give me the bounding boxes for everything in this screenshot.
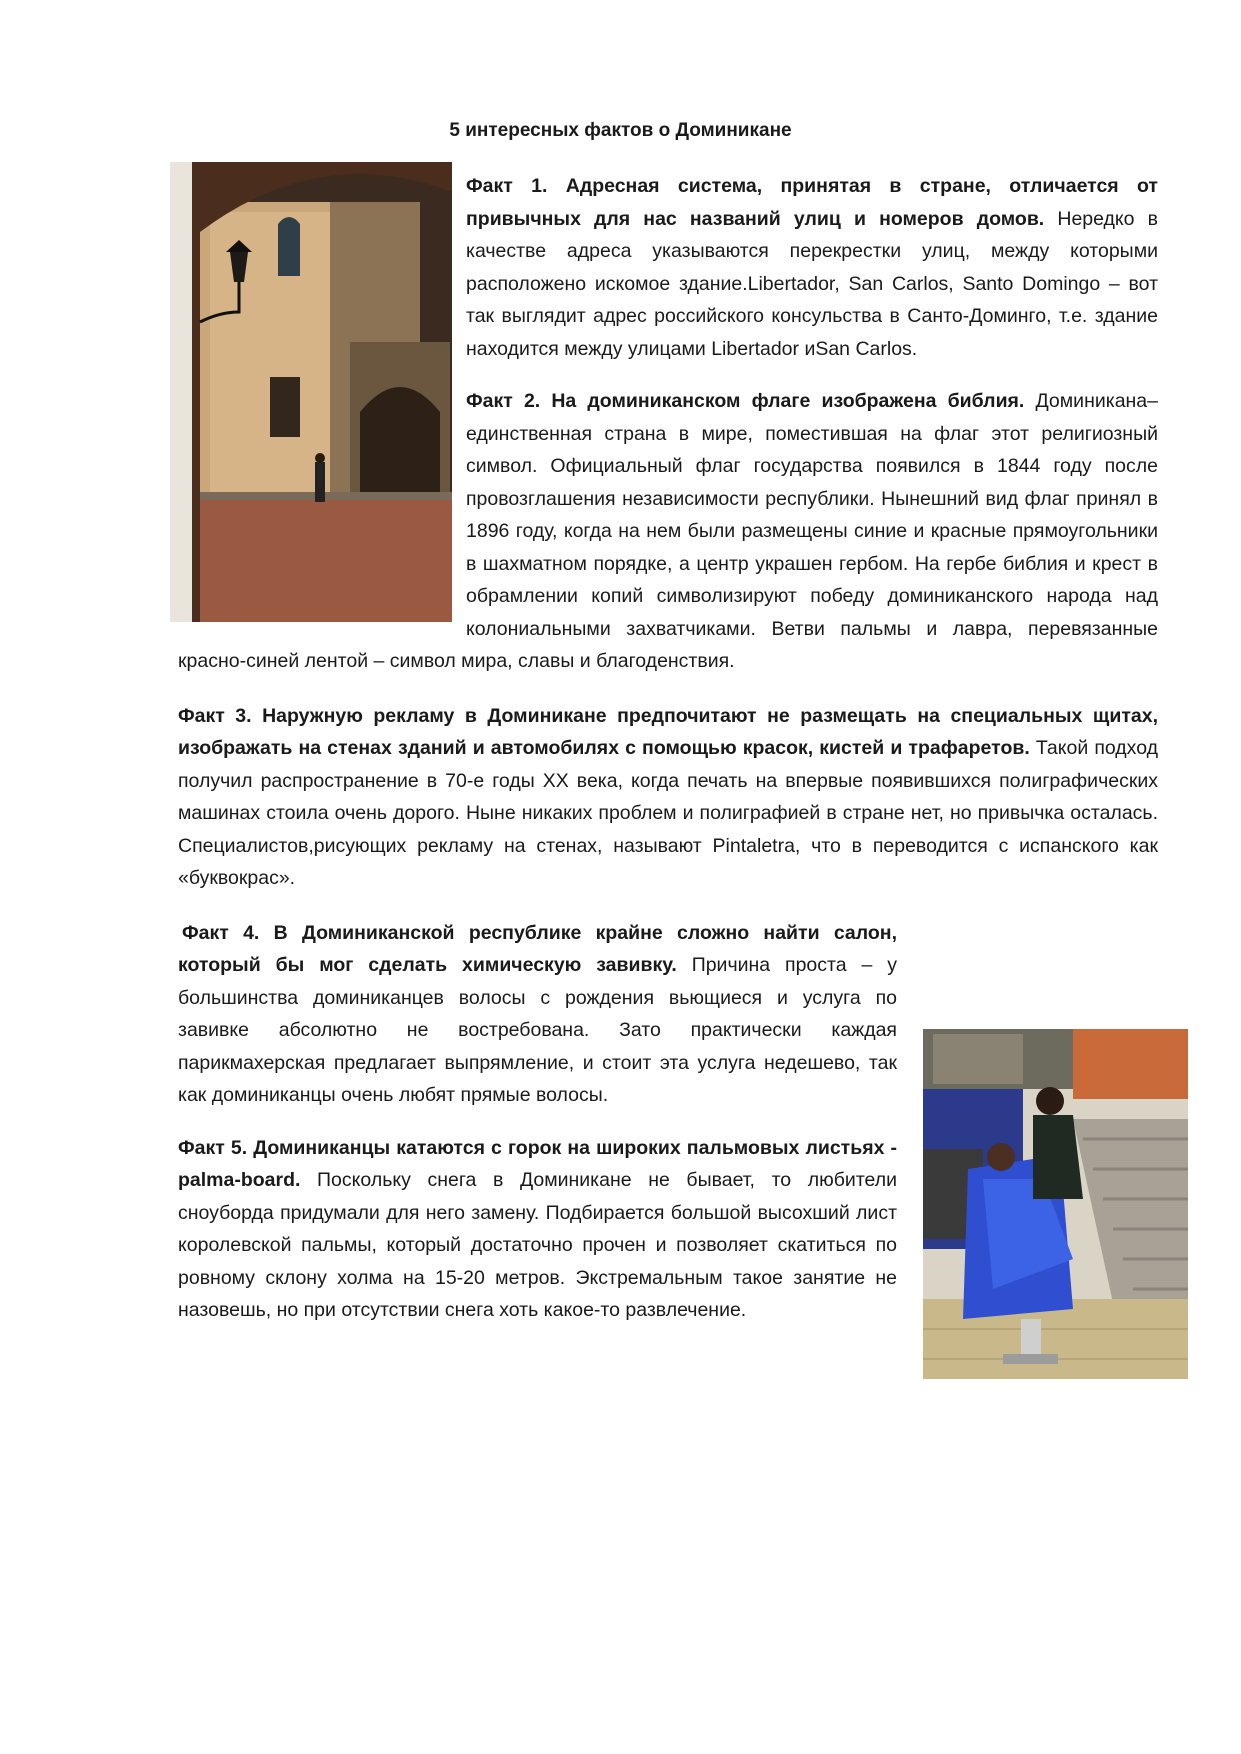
fact-3-heading: Факт 3. Наружную рекламу в Доминикане предпочитают не размещать на специальных щитах, изображать на стенах зданий и автомобилях с помощью красок, кистей и трафаретов. [178,704,1158,759]
colonial-building-photo [170,162,452,622]
fact-3-text: Такой подход получил распространение в 70-е годы XX века, когда печать на впервые появившихся полиграфических машинах стоила очень дорого. Ныне никаких проблем и полиграфией в стране нет, но привычка осталась. Специалистов,рисующих рекламу на стенах, называют Pintaletra, что в переводится с испанского как «буквокрас». [178,737,1158,889]
colonial-building-image [170,162,452,622]
fact-4-heading: Факт 4. В Доминиканской республике крайне сложно найти салон, который бы мог сделать химическую завивку. [178,921,897,976]
fact-2-heading: Факт 2. На доминиканском флаге изображена библия. [466,390,1025,412]
fact-5-text: Поскольку снега в Доминикане не бывает, то любители сноуборда придумали для него замену. Подбирается большой высохший лист королевской пальмы, который достаточно прочен и позволяет скатиться по ровному склону холма на 15-20 метров. Экстремальным такое занятие не назовешь, но при отсутствии снега хоть какое-то развлечение. [178,1169,897,1321]
barbershop-photo [923,1029,1188,1379]
fact-5-heading: Факт 5. Доминиканцы катаются с горок на широких пальмовых листьях - palma-board. [178,1136,897,1191]
page-title: 5 интересных фактов о Доминикане [449,120,792,141]
barbershop-image [923,1029,1188,1379]
article-body [178,170,1158,1387]
fact-4-text: Причина проста – у большинства доминиканцев волосы с рождения вьющиеся и услуга по завивке абсолютно не востребована. Зато практически каждая парикмахерская предлагает выпрямление, и стоит эта услуга недешево, так как доминиканцы очень любят прямые волосы. [178,954,897,1106]
fact-1-heading: Факт 1. Адресная система, принятая в стране, отличается от привычных для нас названий улиц и номеров домов. [466,175,1158,230]
fact-3 [178,700,1158,895]
fact-1-text: Нередко в качестве адреса указываются перекрестки улиц, между которыми расположено искомое здание.Libertador, San Carlos, Santo Domingo – вот так выглядит адрес российского консульства в Санто-Доминго, т.е. здание находится между улицами Libertador иSan Carlos. [466,207,1158,360]
fact-2-text: Доминикана– единственная страна в мире, поместившая на флаг этот религиозный символ. Официальный флаг государства появился в 1844 году после провозглашения независимости республики. Нынешний вид флаг принял в 1896 году, когда на нем были размещены синие и красные прямоугольники в шахматном порядке, а центр украшен гербом. На гербе библия и крест в обрамлении копий символизируют победу доминиканского народа над колониальными захватчиками. Ветви пальмы и лавра, перевязанные красно-синей лентой – символ мира, славы и благоденствия. [178,390,1158,672]
